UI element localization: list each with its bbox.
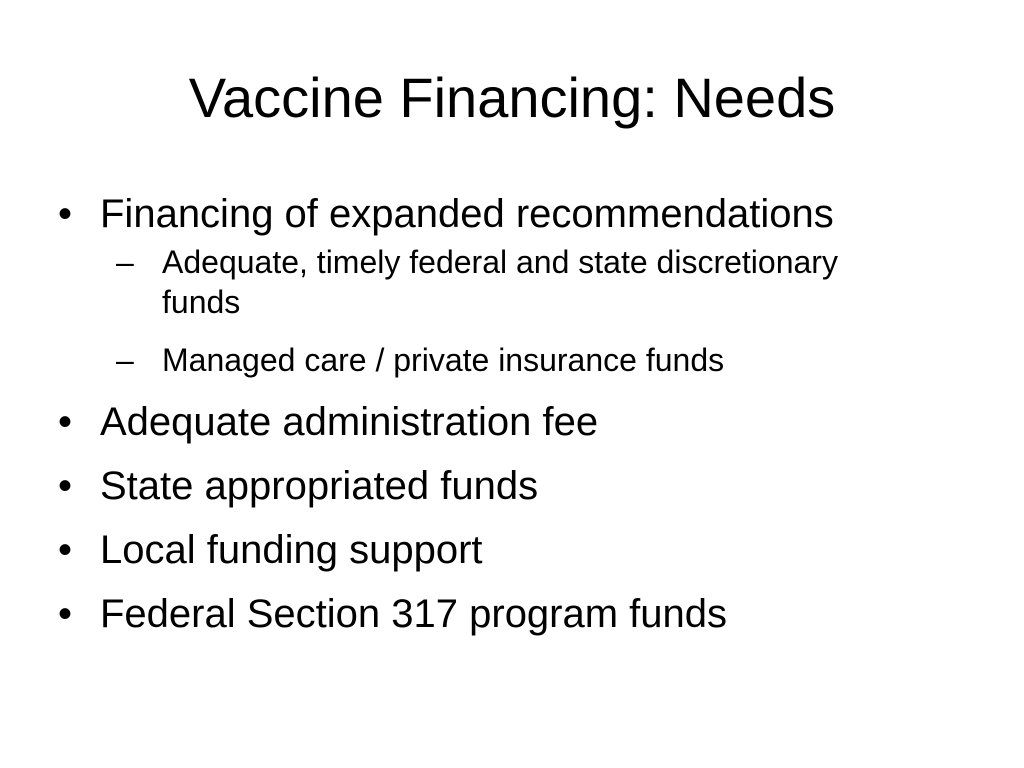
sub-bullet-text: Adequate, timely federal and state discretionary funds xyxy=(162,244,838,320)
bullet-marker: • xyxy=(58,464,73,508)
sub-bullet-list xyxy=(100,242,978,380)
bullet-marker: • xyxy=(58,528,73,572)
sub-bullet-marker: – xyxy=(116,244,134,280)
sub-bullet-item xyxy=(116,340,922,380)
bullet-text: Financing of expanded recommendations xyxy=(100,192,834,236)
bullet-item xyxy=(58,526,978,574)
bullet-text: State appropriated funds xyxy=(100,464,539,508)
bullet-text: Adequate administration fee xyxy=(100,400,599,444)
bullet-marker: • xyxy=(58,400,73,444)
bullet-marker: • xyxy=(58,192,73,236)
slide-title: Vaccine Financing: Needs xyxy=(188,66,836,129)
sub-bullet-text: Managed care / private insurance funds xyxy=(162,342,725,378)
bullet-marker: • xyxy=(58,592,73,636)
bullet-text: Federal Section 317 program funds xyxy=(100,592,728,636)
bullet-item xyxy=(58,590,978,638)
bullet-item xyxy=(58,462,978,510)
bullet-item xyxy=(58,190,978,380)
sub-bullet-item xyxy=(116,242,842,322)
bullet-item xyxy=(58,398,978,446)
bullet-list xyxy=(58,190,978,654)
bullet-text: Local funding support xyxy=(100,528,483,572)
sub-bullet-marker: – xyxy=(116,342,134,378)
